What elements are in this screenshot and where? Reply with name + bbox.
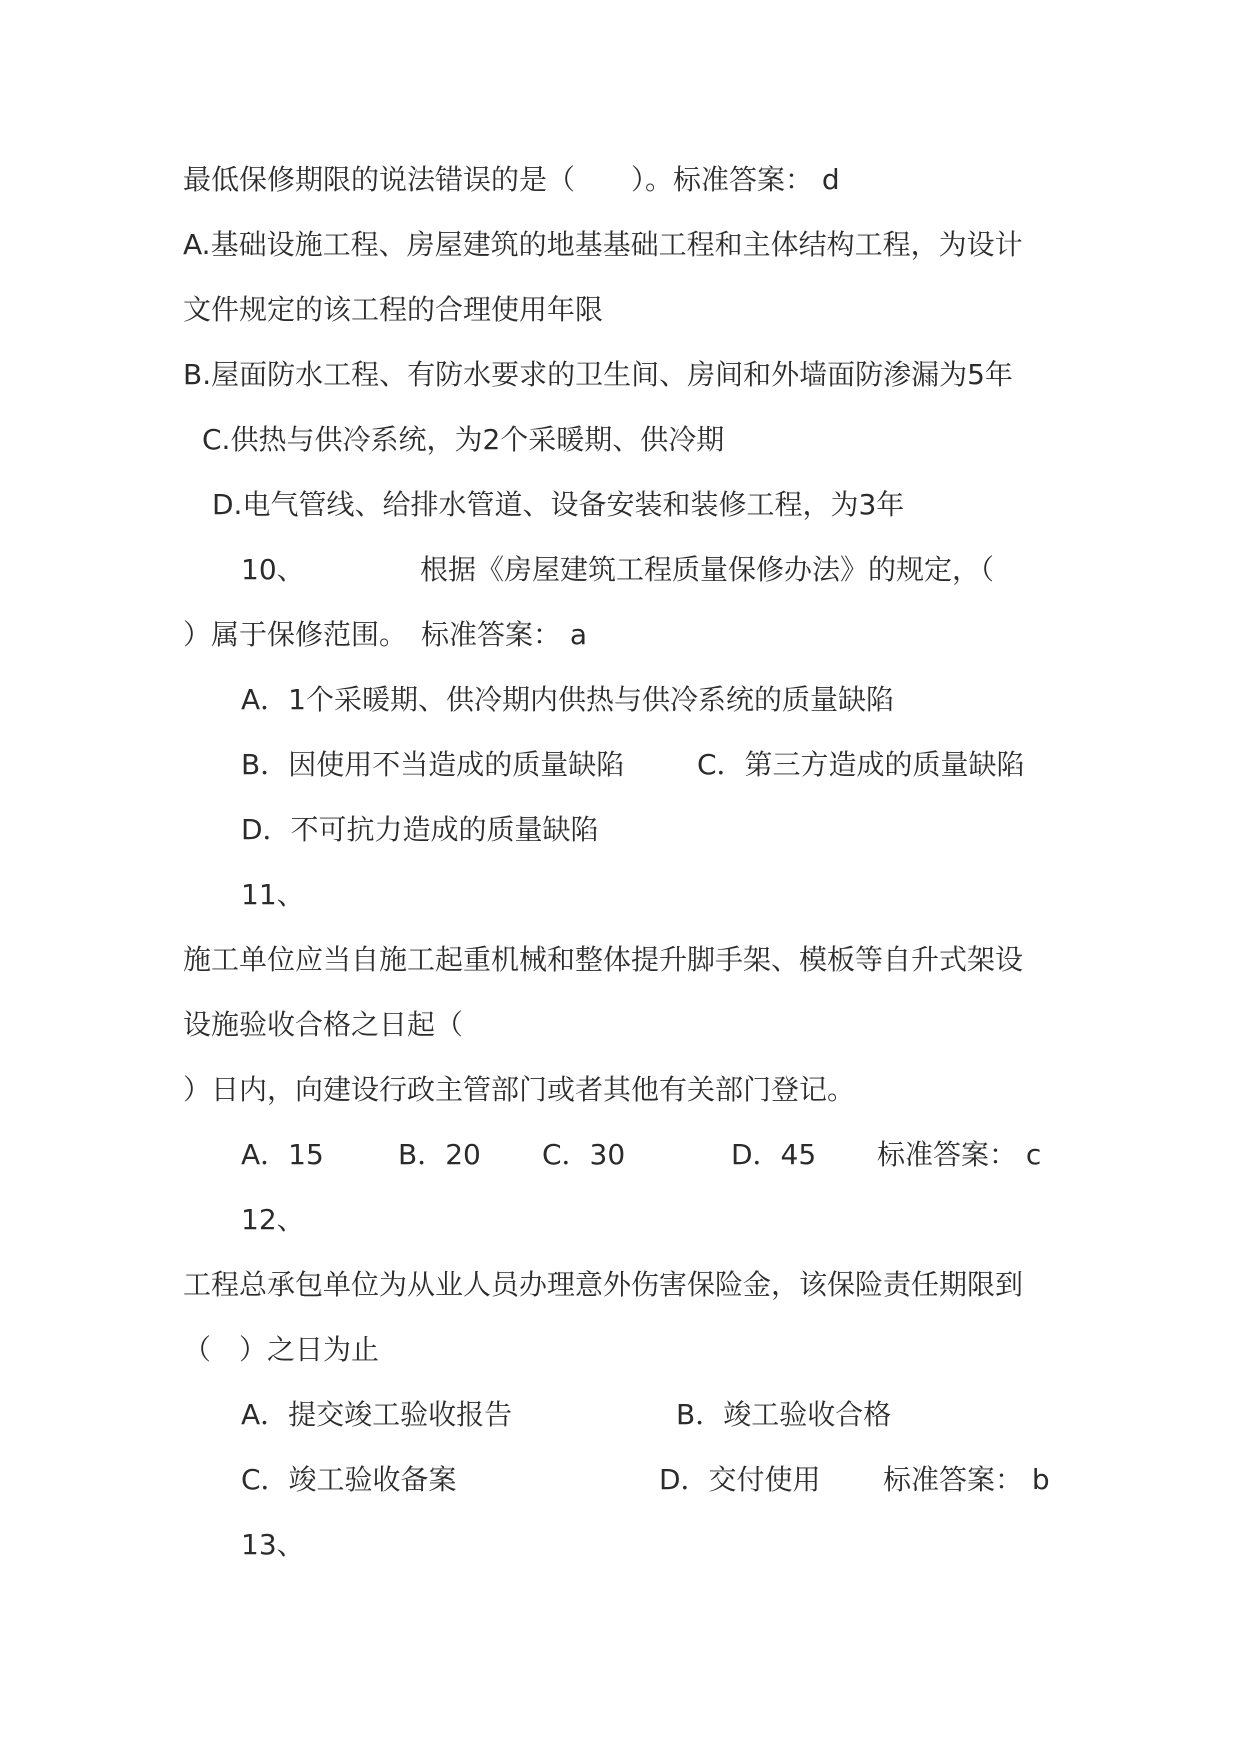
q11-stem-line1: 施工单位应当自施工起重机械和整体提升脚手架、模板等自升式架设 [183, 943, 1024, 976]
q12-option-a: A．提交竣工验收报告 [241, 1398, 513, 1431]
q9-stem: 最低保修期限的说法错误的是（ ）。标准答案： d [183, 163, 840, 196]
q13-number: 13、 [241, 1528, 305, 1561]
q10-option-b: B．因使用不当造成的质量缺陷 [241, 748, 625, 781]
q10-stem-line2: ）属于保修范围。 标准答案： a [183, 618, 588, 651]
q9-option-b: B.屋面防水工程、有防水要求的卫生间、房间和外墙面防渗漏为5年 [183, 358, 1013, 391]
q12-answer: 标准答案： b [883, 1463, 1050, 1496]
q10-options-bc-row [0, 745, 1241, 785]
q11-option-c: C．30 [542, 1138, 626, 1171]
q11-stem-line3: ）日内，向建设行政主管部门或者其他有关部门登记。 [183, 1073, 856, 1106]
q9-option-a-line1: A.基础设施工程、房屋建筑的地基基础工程和主体结构工程，为设计 [183, 228, 1023, 261]
q9-option-d: D.电气管线、给排水管道、设备安装和装修工程，为3年 [212, 488, 905, 521]
q12-number: 12、 [241, 1203, 305, 1236]
q10-stem-row1 [0, 550, 1241, 590]
q12-option-c: C．竣工验收备案 [241, 1463, 457, 1496]
q9-option-c: C.供热与供冷系统，为2个采暖期、供冷期 [202, 423, 725, 456]
q11-stem-line2: 设施验收合格之日起（ [183, 1008, 464, 1041]
q12-options-cd-row [0, 1460, 1241, 1500]
q12-options-ab-row [0, 1395, 1241, 1435]
q10-option-d: D．不可抗力造成的质量缺陷 [241, 813, 599, 846]
q12-stem-line2: （ ）之日为止 [183, 1333, 380, 1366]
q10-number: 10、 [241, 553, 305, 586]
q9-option-a-line2: 文件规定的该工程的合理使用年限 [183, 293, 604, 326]
q12-stem-line1: 工程总承包单位为从业人员办理意外伤害保险金，该保险责任期限到 [183, 1268, 1024, 1301]
q11-options-row [0, 1135, 1241, 1175]
q12-option-d: D．交付使用 [659, 1463, 821, 1496]
q11-option-b: B．20 [398, 1138, 481, 1171]
q11-option-d: D．45 [731, 1138, 817, 1171]
q12-option-b: B．竣工验收合格 [676, 1398, 892, 1431]
q11-number: 11、 [241, 878, 305, 911]
q10-option-a: A．1个采暖期、供冷期内供热与供冷系统的质量缺陷 [241, 683, 894, 716]
q11-answer: 标准答案： c [877, 1138, 1042, 1171]
q11-option-a: A．15 [241, 1138, 324, 1171]
q10-stem-line1: 根据《房屋建筑工程质量保修办法》的规定，（ [420, 553, 995, 586]
q10-option-c: C．第三方造成的质量缺陷 [697, 748, 1025, 781]
